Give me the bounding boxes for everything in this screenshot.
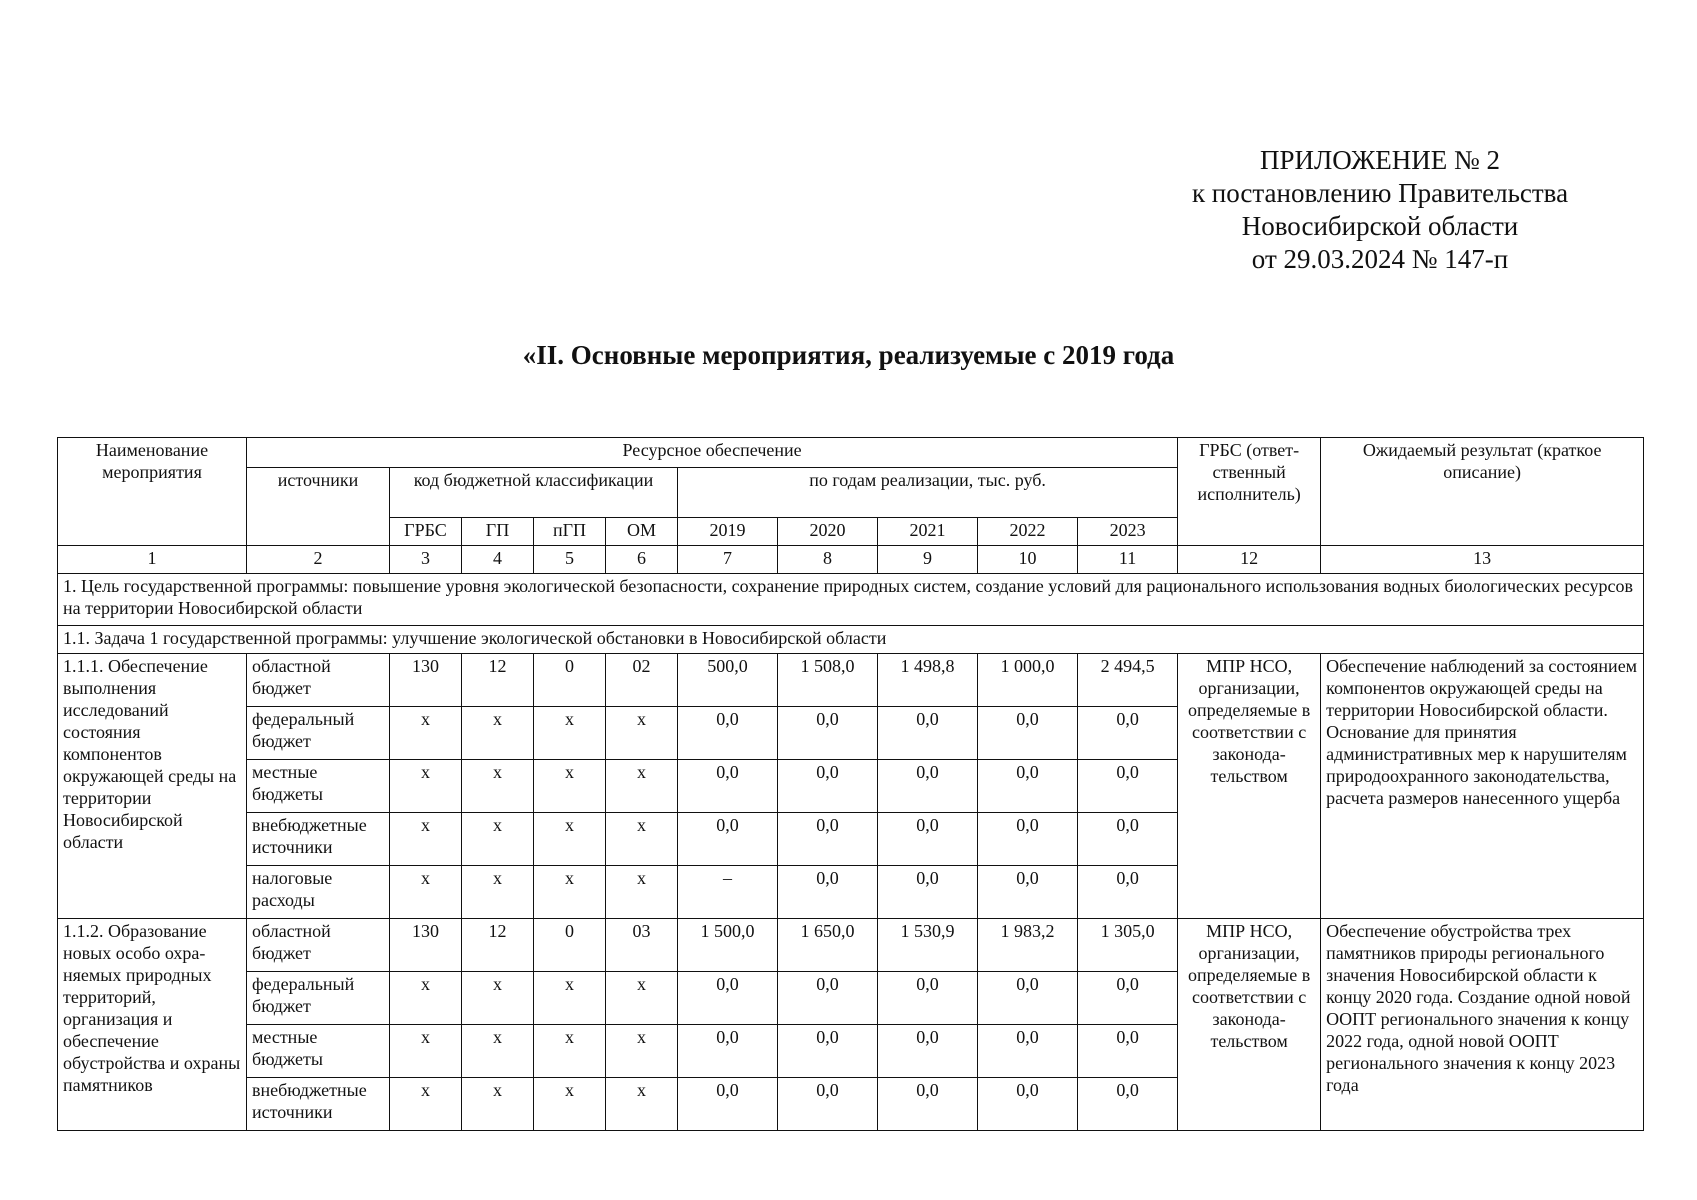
amount-cell: 0,0: [1078, 1025, 1178, 1078]
code-cell: х: [606, 1025, 678, 1078]
funding-source: внебюджетные источники: [247, 813, 390, 866]
amount-cell: 0,0: [878, 707, 978, 760]
amount-cell: 0,0: [978, 866, 1078, 919]
funding-source: областной бюджет: [247, 919, 390, 972]
code-cell: х: [534, 813, 606, 866]
code-cell: х: [390, 1025, 462, 1078]
amount-cell: 0,0: [978, 1078, 1078, 1131]
document-title: «II. Основные мероприятия, реализуемые с 2019 года: [522, 340, 1175, 370]
amount-cell: 1 650,0: [778, 919, 878, 972]
amount-cell: 0,0: [678, 1025, 778, 1078]
code-cell: х: [606, 707, 678, 760]
header-code-col: пГП: [534, 518, 606, 546]
header-year: 2022: [978, 518, 1078, 546]
amount-cell: 1 983,2: [978, 919, 1078, 972]
code-cell: 130: [390, 654, 462, 707]
code-cell: х: [390, 866, 462, 919]
column-number: 1: [58, 546, 247, 574]
code-cell: х: [606, 813, 678, 866]
funding-source: местные бюджеты: [247, 1025, 390, 1078]
amount-cell: 1 530,9: [878, 919, 978, 972]
amount-cell: 0,0: [1078, 760, 1178, 813]
amount-cell: 0,0: [678, 1078, 778, 1131]
column-number: 11: [1078, 546, 1178, 574]
header-year: 2023: [1078, 518, 1178, 546]
column-number: 9: [878, 546, 978, 574]
amount-cell: –: [678, 866, 778, 919]
code-cell: 0: [534, 654, 606, 707]
code-cell: х: [606, 972, 678, 1025]
amount-cell: 1 500,0: [678, 919, 778, 972]
header-year: 2019: [678, 518, 778, 546]
code-cell: х: [534, 1078, 606, 1131]
amount-cell: 0,0: [778, 1078, 878, 1131]
code-cell: 130: [390, 919, 462, 972]
funding-source: внебюджетные источники: [247, 1078, 390, 1131]
header-years-group: по годам реализации, тыс. руб.: [678, 468, 1178, 518]
amount-cell: 1 000,0: [978, 654, 1078, 707]
amount-cell: 0,0: [1078, 707, 1178, 760]
code-cell: х: [534, 866, 606, 919]
code-cell: х: [462, 866, 534, 919]
amount-cell: 0,0: [778, 813, 878, 866]
appendix-line: ПРИЛОЖЕНИЕ № 2: [1259, 145, 1501, 175]
column-number: 8: [778, 546, 878, 574]
amount-cell: 0,0: [878, 760, 978, 813]
amount-cell: 0,0: [1078, 972, 1178, 1025]
column-number: 7: [678, 546, 778, 574]
code-cell: х: [606, 760, 678, 813]
appendix-line: от 29.03.2024 № 147-п: [1251, 244, 1509, 274]
code-cell: х: [462, 707, 534, 760]
header-code-col: ГП: [462, 518, 534, 546]
amount-cell: 0,0: [978, 813, 1078, 866]
amount-cell: 0,0: [678, 813, 778, 866]
column-number: 5: [534, 546, 606, 574]
measure-executor: МПР НСО, организации, определяемые в соответствии с законода-тельством: [1178, 654, 1321, 919]
code-cell: 12: [462, 919, 534, 972]
amount-cell: 0,0: [878, 866, 978, 919]
column-number: 4: [462, 546, 534, 574]
code-cell: х: [462, 813, 534, 866]
header-sources: источники: [247, 468, 390, 546]
code-cell: х: [606, 866, 678, 919]
code-cell: х: [390, 972, 462, 1025]
code-cell: х: [462, 760, 534, 813]
amount-cell: 0,0: [978, 972, 1078, 1025]
amount-cell: 0,0: [678, 760, 778, 813]
funding-source: федеральный бюджет: [247, 707, 390, 760]
amount-cell: 1 508,0: [778, 654, 878, 707]
measure-result: Обеспечение наблюдений за состоянием компонентов окружающей среды на территории Новосибирской области. Основание для принятия административных мер к нарушителям природоохранного законодательства, расчета размеров нанесенного ущерба: [1321, 654, 1644, 919]
header-year: 2020: [778, 518, 878, 546]
header-grbs: ГРБС (ответ-ственный исполнитель): [1178, 438, 1321, 546]
header-result: Ожидаемый результат (краткое описание): [1321, 438, 1644, 546]
amount-cell: 0,0: [778, 972, 878, 1025]
column-number: 2: [247, 546, 390, 574]
code-cell: х: [390, 760, 462, 813]
header-code-col: ОМ: [606, 518, 678, 546]
column-number: 3: [390, 546, 462, 574]
funding-source: налоговые расходы: [247, 866, 390, 919]
funding-source: местные бюджеты: [247, 760, 390, 813]
code-cell: х: [462, 972, 534, 1025]
amount-cell: 0,0: [878, 1078, 978, 1131]
appendix-block: [1120, 144, 1640, 276]
header-year: 2021: [878, 518, 978, 546]
amount-cell: 0,0: [878, 813, 978, 866]
measure-name: 1.1.1. Обеспечение выполнения исследований состояния компонентов окружающей среды на территории Новосибирской области: [58, 654, 247, 919]
column-number: 13: [1321, 546, 1644, 574]
column-number: 12: [1178, 546, 1321, 574]
header-code-col: ГРБС: [390, 518, 462, 546]
code-cell: 03: [606, 919, 678, 972]
amount-cell: 0,0: [1078, 866, 1178, 919]
amount-cell: 0,0: [1078, 1078, 1178, 1131]
column-numbers-row: [58, 546, 1644, 574]
code-cell: х: [534, 707, 606, 760]
amount-cell: 0,0: [878, 972, 978, 1025]
amount-cell: 0,0: [978, 1025, 1078, 1078]
measure-executor: МПР НСО, организации, определяемые в соответствии с законода-тельством: [1178, 919, 1321, 1131]
code-cell: х: [390, 1078, 462, 1131]
code-cell: х: [606, 1078, 678, 1131]
code-cell: 0: [534, 919, 606, 972]
column-number: 6: [606, 546, 678, 574]
amount-cell: 500,0: [678, 654, 778, 707]
header-code: код бюджетной классификации: [390, 468, 678, 518]
header-name: Наименование мероприятия: [58, 438, 247, 546]
amount-cell: 0,0: [778, 707, 878, 760]
measures-table: [57, 437, 1644, 1131]
measure-result: Обеспечение обустройства трех памятников природы регионального значения Новосибирской области к концу 2020 года. Создание одной новой ООПТ регионального значения к концу 2022 года, одной новой ООПТ регионального значения к концу 2023 года: [1321, 919, 1644, 1131]
amount-cell: 0,0: [678, 972, 778, 1025]
code-cell: х: [462, 1025, 534, 1078]
program-goal-row: 1. Цель государственной программы: повышение уровня экологической безопасности, сохранение природных систем, создание условий для рационального использования водных биологических ресурсов на территории Новосибирской области: [58, 574, 1644, 626]
amount-cell: 1 305,0: [1078, 919, 1178, 972]
table-row: [58, 919, 1644, 972]
amount-cell: 0,0: [1078, 813, 1178, 866]
code-cell: х: [534, 1025, 606, 1078]
code-cell: х: [390, 813, 462, 866]
code-cell: х: [390, 707, 462, 760]
code-cell: х: [534, 972, 606, 1025]
funding-source: областной бюджет: [247, 654, 390, 707]
column-number: 10: [978, 546, 1078, 574]
header-resources: Ресурсное обеспечение: [247, 438, 1178, 468]
amount-cell: 0,0: [878, 1025, 978, 1078]
code-cell: х: [462, 1078, 534, 1131]
amount-cell: 0,0: [978, 707, 1078, 760]
code-cell: х: [534, 760, 606, 813]
amount-cell: 2 494,5: [1078, 654, 1178, 707]
amount-cell: 0,0: [778, 866, 878, 919]
amount-cell: 0,0: [778, 760, 878, 813]
table-row: [58, 654, 1644, 707]
funding-source: федеральный бюджет: [247, 972, 390, 1025]
amount-cell: 1 498,8: [878, 654, 978, 707]
program-task-row: 1.1. Задача 1 государственной программы: улучшение экологической обстановки в Новосибирской области: [58, 626, 1644, 654]
code-cell: 02: [606, 654, 678, 707]
measure-name: 1.1.2. Образование новых особо охра-няемых природных территорий, организация и обеспечение обустройства и охраны памятников: [58, 919, 247, 1131]
code-cell: 12: [462, 654, 534, 707]
amount-cell: 0,0: [978, 760, 1078, 813]
amount-cell: 0,0: [678, 707, 778, 760]
amount-cell: 0,0: [778, 1025, 878, 1078]
appendix-line: Новосибирской области: [1241, 211, 1519, 241]
appendix-line: к постановлению Правительства: [1191, 178, 1569, 208]
